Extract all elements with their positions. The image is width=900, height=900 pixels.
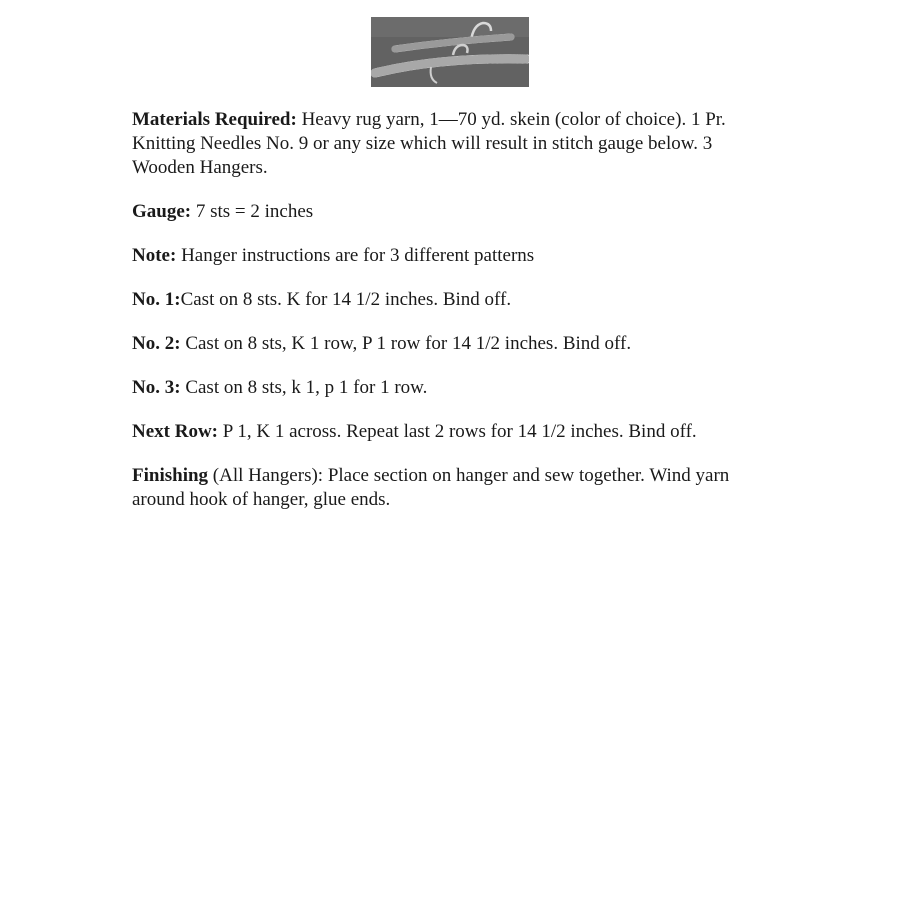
note-label: Note: — [132, 245, 177, 266]
note-paragraph — [132, 244, 762, 268]
gauge-text: 7 sts = 2 inches — [191, 201, 314, 222]
gauge-label: Gauge: — [132, 201, 192, 222]
pattern-instructions — [132, 108, 762, 532]
pattern-1-text: Cast on 8 sts. K for 14 1/2 inches. Bind off. — [180, 289, 512, 310]
knitted-hangers-photo — [371, 17, 529, 87]
note-text: Hanger instructions are for 3 different patterns — [176, 245, 535, 266]
next-row-text: P 1, K 1 across. Repeat last 2 rows for 14 1/2 inches. Bind off. — [218, 421, 697, 442]
next-row-label: Next Row: — [132, 421, 219, 442]
pattern-3-text: Cast on 8 sts, k 1, p 1 for 1 row. — [180, 377, 428, 398]
pattern-2-paragraph — [132, 332, 762, 356]
finishing-paragraph — [132, 464, 762, 512]
materials-required-label: Materials Required: — [132, 109, 297, 130]
materials-required-text: Heavy rug yarn, 1—70 yd. skein (color of choice). 1 Pr. Knitting Needles No. 9 or any size which will result in stitch gauge below. 3 Wooden Hangers. — [132, 109, 726, 178]
finishing-text: (All Hangers): Place section on hanger and sew together. Wind yarn around hook of hanger, glue ends. — [132, 465, 730, 510]
finishing-label: Finishing — [132, 465, 209, 486]
pattern-3-label: No. 3: — [132, 377, 181, 398]
pattern-2-text: Cast on 8 sts, K 1 row, P 1 row for 14 1/2 inches. Bind off. — [180, 333, 632, 354]
pattern-2-label: No. 2: — [132, 333, 181, 354]
pattern-1-paragraph — [132, 288, 762, 312]
gauge-paragraph — [132, 200, 762, 224]
materials-required-paragraph — [132, 108, 762, 180]
next-row-paragraph — [132, 420, 762, 444]
pattern-1-label: No. 1: — [132, 289, 181, 310]
hanger-illustration — [371, 17, 529, 87]
pattern-3-paragraph — [132, 376, 762, 400]
